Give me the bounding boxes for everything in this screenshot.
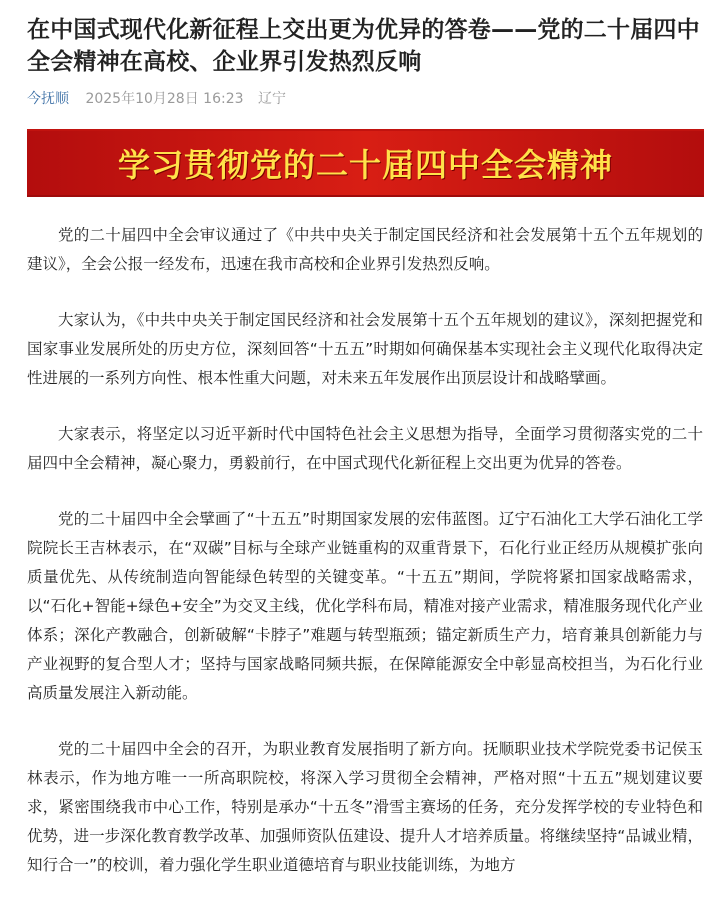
- paragraph: 党的二十届四中全会的召开，为职业教育发展指明了新方向。抚顺职业技术学院党委书记侯玉林表示，作为地方唯一一所高职院校，将深入学习贯彻全会精神，严格对照“十五五”规划建议要求，紧密围绕我市中心工作，特别是承办“十五冬”滑雪主赛场的任务，充分发挥学校的专业特色和优势，进一步深化教育教学改革、加强师资队伍建设、提升人才培养质量。将继续坚持“品诚业精，知行合一”的校训，着力强化学生职业道德培育与职业技能训练，为地方: [27, 740, 703, 874]
- source-link[interactable]: 今抚顺: [27, 91, 69, 107]
- paragraph: 党的二十届四中全会审议通过了《中共中央关于制定国民经济和社会发展第十五个五年规划的建议》，全会公报一经发布，迅速在我市高校和企业界引发热烈反响。: [27, 226, 703, 273]
- topic-banner: [27, 129, 704, 197]
- publish-time: 2025年10月28日 16:23: [85, 91, 244, 107]
- paragraph: 党的二十届四中全会擘画了“十五五”时期国家发展的宏伟蓝图。辽宁石油化工大学石油化工学院院长王吉林表示，在“双碳”目标与全球产业链重构的双重背景下，石化行业正经历从规模扩张向质量优先、从传统制造向智能绿色转型的关键变革。“十五五”期间，学院将紧扣国家战略需求，以“石化+智能+绿色+安全”为交叉主线，优化学科布局，精准对接产业需求，精准服务现代化产业体系；深化产教融合，创新破解“卡脖子”难题与转型瓶颈；锚定新质生产力，培育兼具创新能力与产业视野的复合型人才；坚持与国家战略同频共振，在保障能源安全中彰显高校担当，为石化行业高质量发展注入新动能。: [27, 510, 703, 702]
- article-meta: [27, 88, 703, 110]
- paragraph: 大家表示，将坚定以习近平新时代中国特色社会主义思想为指导，全面学习贯彻落实党的二十届四中全会精神，凝心聚力，勇毅前行，在中国式现代化新征程上交出更为优异的答卷。: [27, 425, 703, 472]
- region-label: 辽宁: [257, 91, 286, 107]
- paragraph: 大家认为，《中共中央关于制定国民经济和社会发展第十五个五年规划的建议》，深刻把握党和国家事业发展所处的历史方位，深刻回答“十五五”时期如何确保基本实现社会主义现代化取得决定性进展的一系列方向性、根本性重大问题，对未来五年发展作出顶层设计和战略擘画。: [27, 311, 703, 387]
- banner-text: 学习贯彻党的二十届四中全会精神: [117, 146, 613, 184]
- article-body: [27, 221, 703, 880]
- article-title: 在中国式现代化新征程上交出更为优异的答卷——党的二十届四中全会精神在高校、企业界引发热烈反响: [27, 17, 700, 75]
